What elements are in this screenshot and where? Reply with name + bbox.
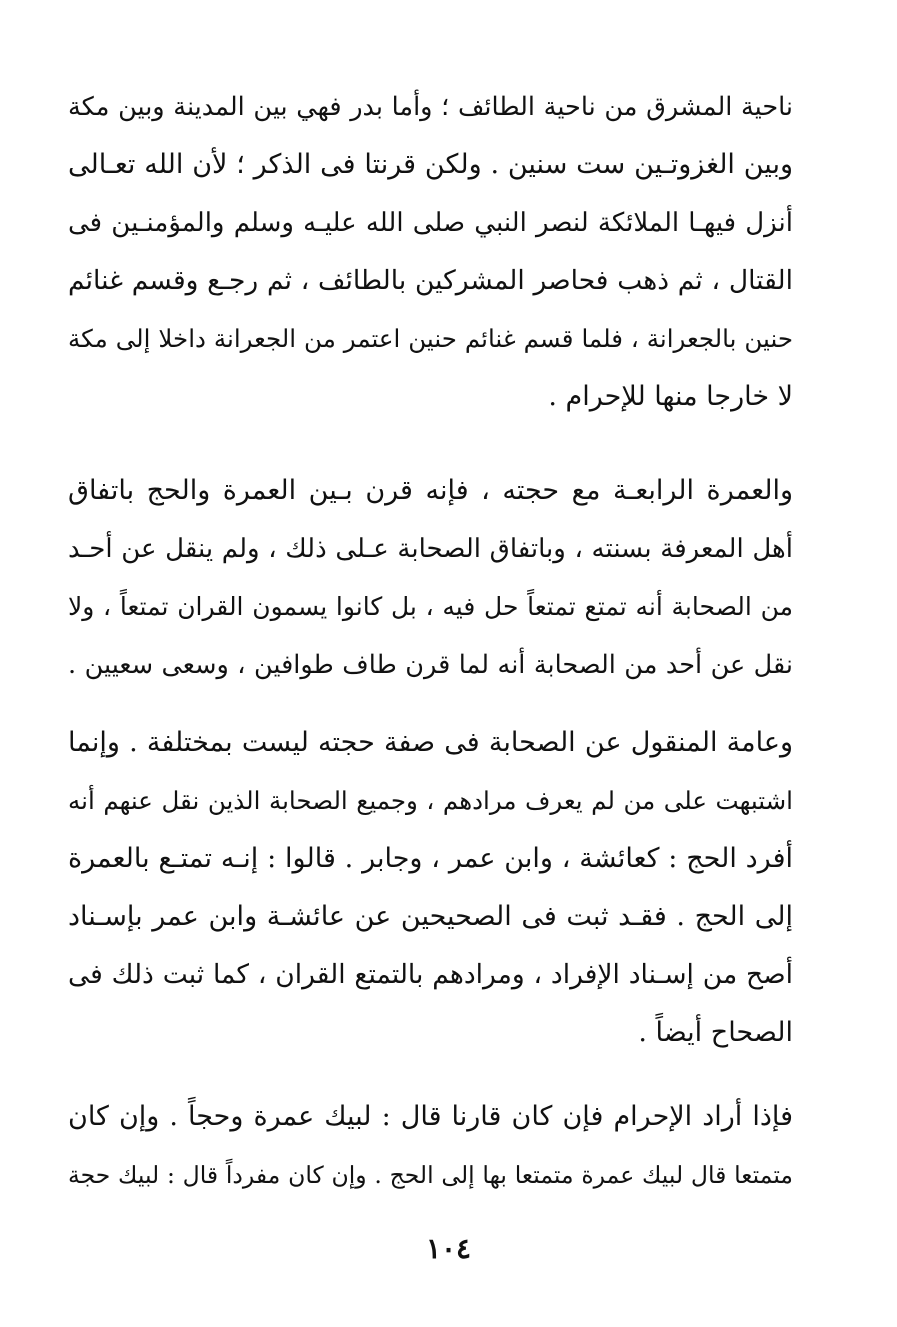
text-line: والعمرة الرابعـة مع حجته ، فإنه قرن بـين العمرة والحج باتفاق [68,475,793,506]
text-line: متمتعا قال لبيك عمرة متمتعا بها إلى الحج . وإن كان مفرداً قال : لبيك حجة [68,1161,793,1189]
text-line: أفرد الحج : كعائشة ، وابن عمر ، وجابر . قالوا : إنـه تمتـع بالعمرة [68,843,793,874]
text-line: القتال ، ثم ذهب فحاصر المشركين بالطائف ، ثم رجـع وقسم غنائم [68,265,793,296]
text-line: لا خارجا منها للإحرام . [548,381,793,412]
text-line: الصحاح أيضاً . [638,1017,793,1048]
text-line: وعامة المنقول عن الصحابة فى صفة حجته ليست بمختلفة . وإنما [68,727,793,758]
text-line: أهل المعرفة بسنته ، وباتفاق الصحابة عـلى ذلك ، ولم ينقل عن أحـد [68,534,793,564]
paragraph-3 [68,714,793,1062]
text-line: أنزل فيهـا الملائكة لنصر النبي صلى الله عليـه وسلم والمؤمنـين فى [68,208,793,238]
text-line: إلى الحج . فقـد ثبت فى الصحيحين عن عائشـة وابن عمر بإسـناد [68,901,793,932]
paragraph-4 [68,1088,793,1204]
paragraph-2 [68,462,793,694]
page-body [68,78,793,1278]
text-line: وبين الغزوتـين ست سنين . ولكن قرنتا فى الذكر ؛ لأن الله تعـالى [68,149,793,180]
text-line: اشتبهت على من لم يعرف مرادهم ، وجميع الصحابة الذين نقل عنهم أنه [68,786,793,815]
text-line: نقل عن أحد من الصحابة أنه لما قرن طاف طوافين ، وسعى سعيين . [68,650,793,680]
text-line: من الصحابة أنه تمتع تمتعاً حل فيه ، بل كانوا يسمون القران تمتعاً ، ولا [68,592,793,621]
text-line: فإذا أراد الإحرام فإن كان قارنا قال : لبيك عمرة وحجاً . وإن كان [68,1101,793,1132]
text-line: أصح من إسـناد الإفراد ، ومرادهم بالتمتع القران ، كما ثبت ذلك فى [68,959,793,990]
text-line: حنين بالجعرانة ، فلما قسم غنائم حنين اعتمر من الجعرانة داخلا إلى مكة [68,324,793,353]
paragraph-1 [68,78,793,426]
page-number: ١٠٤ [425,1232,472,1265]
text-line: ناحية المشرق من ناحية الطائف ؛ وأما بدر فهي بين المدينة وبين مكة [68,92,793,122]
